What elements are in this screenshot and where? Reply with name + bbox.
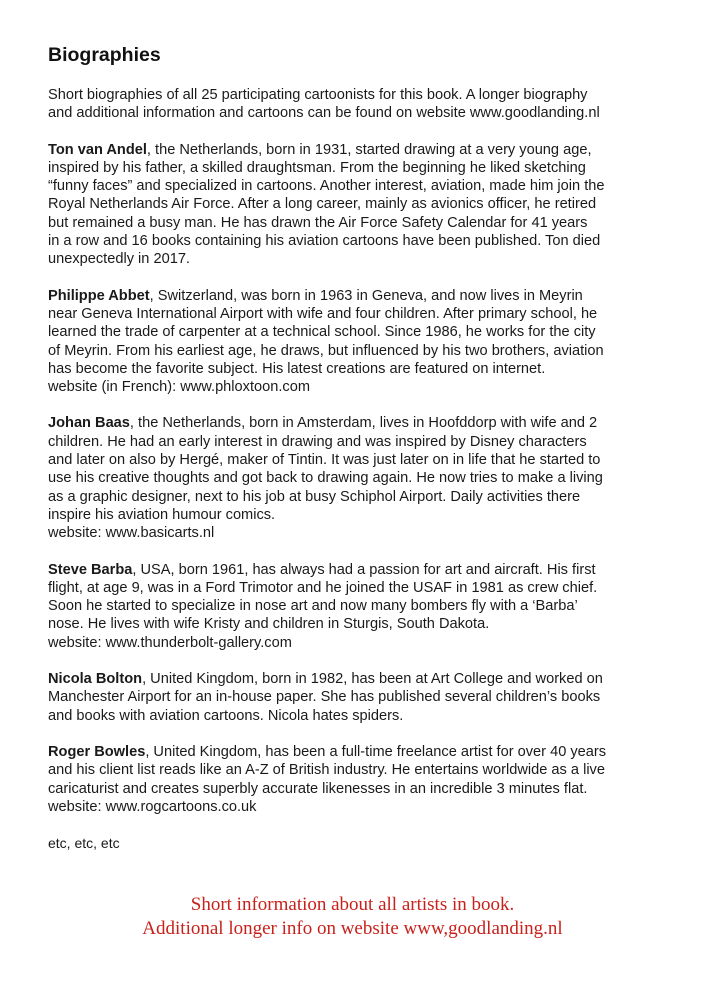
bio-line [48, 561, 668, 579]
bio-text: , United Kingdom, has been a full-time freelance artist for over 40 years [145, 743, 607, 760]
bio-philippe-abbet [48, 287, 668, 397]
bio-line: inspired by his father, a skilled draughtsman. From the beginning he liked sketching [48, 159, 586, 176]
bio-text: , the Netherlands, born in 1931, started drawing at a very young age, [146, 141, 592, 158]
page-content [48, 42, 668, 852]
intro-paragraph [48, 86, 668, 123]
bio-line [48, 141, 668, 159]
bio-line [48, 670, 668, 688]
bio-line: use his creative thoughts and got back to drawing again. He now tries to make a living [48, 470, 603, 487]
bio-line: nose. He lives with wife Kristy and children in Sturgis, South Dakota. [48, 616, 490, 633]
bio-line: unexpectedly in 2017. [48, 251, 190, 268]
bio-text: , USA, born 1961, has always had a passion for art and aircraft. His first [132, 561, 596, 578]
bio-line: and his client list reads like an A-Z of British industry. He entertains worldwide as a live [48, 762, 605, 779]
bio-website-line: website (in French): www.phloxtoon.com [48, 379, 310, 396]
bio-website-line: website: www.thunderbolt-gallery.com [48, 634, 292, 651]
bio-line: as a graphic designer, next to his job at busy Schiphol Airport. Daily activities there [48, 488, 581, 505]
artist-name: Roger Bowles [48, 743, 146, 760]
bio-line [48, 287, 668, 305]
bio-line: flight, at age 9, was in a Ford Trimotor and he joined the USAF in 1981 as crew chief. [48, 579, 598, 596]
artist-name: Ton van Andel [48, 141, 147, 158]
bio-line: learned the trade of carpenter at a technical school. Since 1986, he works for the city [48, 324, 596, 341]
page-title: Biographies [48, 44, 161, 66]
bio-steve-barba [48, 561, 668, 652]
bio-line: in a row and 16 books containing his aviation cartoons have been published. Ton died [48, 233, 601, 250]
intro-line: Short biographies of all 25 participating cartoonists for this book. A longer biography [48, 87, 588, 103]
bio-line: inspire his aviation humour comics. [48, 506, 276, 523]
bio-website-line: website: www.rogcartoons.co.uk [48, 798, 257, 815]
bio-line: and later on also by Hergé, maker of Tintin. It was just later on in life that he started to [48, 452, 601, 469]
bio-line: Manchester Airport for an in-house paper. She has published several children’s books [48, 689, 601, 706]
artist-name: Johan Baas [48, 415, 130, 432]
bio-nicola-bolton [48, 670, 668, 725]
footer-line: Additional longer info on website www,goodlanding.nl [142, 918, 563, 939]
bio-line: of Meyrin. From his earliest age, he draws, but influenced by his two brothers, aviation [48, 342, 604, 359]
intro-line: and additional information and cartoons can be found on website www.goodlanding.nl [48, 105, 600, 122]
bio-line: has become the favorite subject. His latest creations are featured on internet. [48, 360, 546, 377]
bio-line [48, 743, 668, 761]
bio-line: near Geneva International Airport with wife and four children. After primary school, he [48, 305, 598, 322]
footer-line: Short information about all artists in book. [190, 894, 515, 915]
bio-line: Soon he started to specialize in nose art and now many bombers fly with a ‘Barba’ [48, 598, 578, 615]
bio-line: caricaturist and creates superbly accurate likenesses in an incredible 3 minutes flat. [48, 780, 588, 797]
bio-text: , United Kingdom, born in 1982, has been at Art College and worked on [142, 671, 603, 688]
bio-line: children. He had an early interest in drawing and was inspired by Disney characters [48, 433, 587, 450]
footer-note [0, 893, 705, 941]
bio-line [48, 414, 668, 432]
artist-name: Steve Barba [48, 561, 133, 578]
bio-text: , Switzerland, was born in 1963 in Geneva, and now lives in Meyrin [149, 287, 583, 304]
bio-johan-baas [48, 414, 668, 542]
bio-website-line: website: www.basicarts.nl [48, 525, 215, 542]
bio-line: Royal Netherlands Air Force. After a long career, mainly as avionics officer, he retired [48, 196, 597, 213]
bio-line: but remained a busy man. He has drawn the Air Force Safety Calendar for 41 years [48, 214, 588, 231]
bio-text: , the Netherlands, born in Amsterdam, lives in Hoofddorp with wife and 2 [129, 415, 598, 432]
bio-line: “funny faces” and specialized in cartoons. Another interest, aviation, made him join the [48, 178, 605, 195]
artist-name: Philippe Abbet [48, 287, 150, 304]
bio-line: and books with aviation cartoons. Nicola hates spiders. [48, 707, 404, 724]
artist-name: Nicola Bolton [48, 671, 143, 688]
bio-ton-van-andel [48, 141, 668, 269]
bio-roger-bowles [48, 743, 668, 816]
etc-text: etc, etc, etc [48, 835, 120, 852]
